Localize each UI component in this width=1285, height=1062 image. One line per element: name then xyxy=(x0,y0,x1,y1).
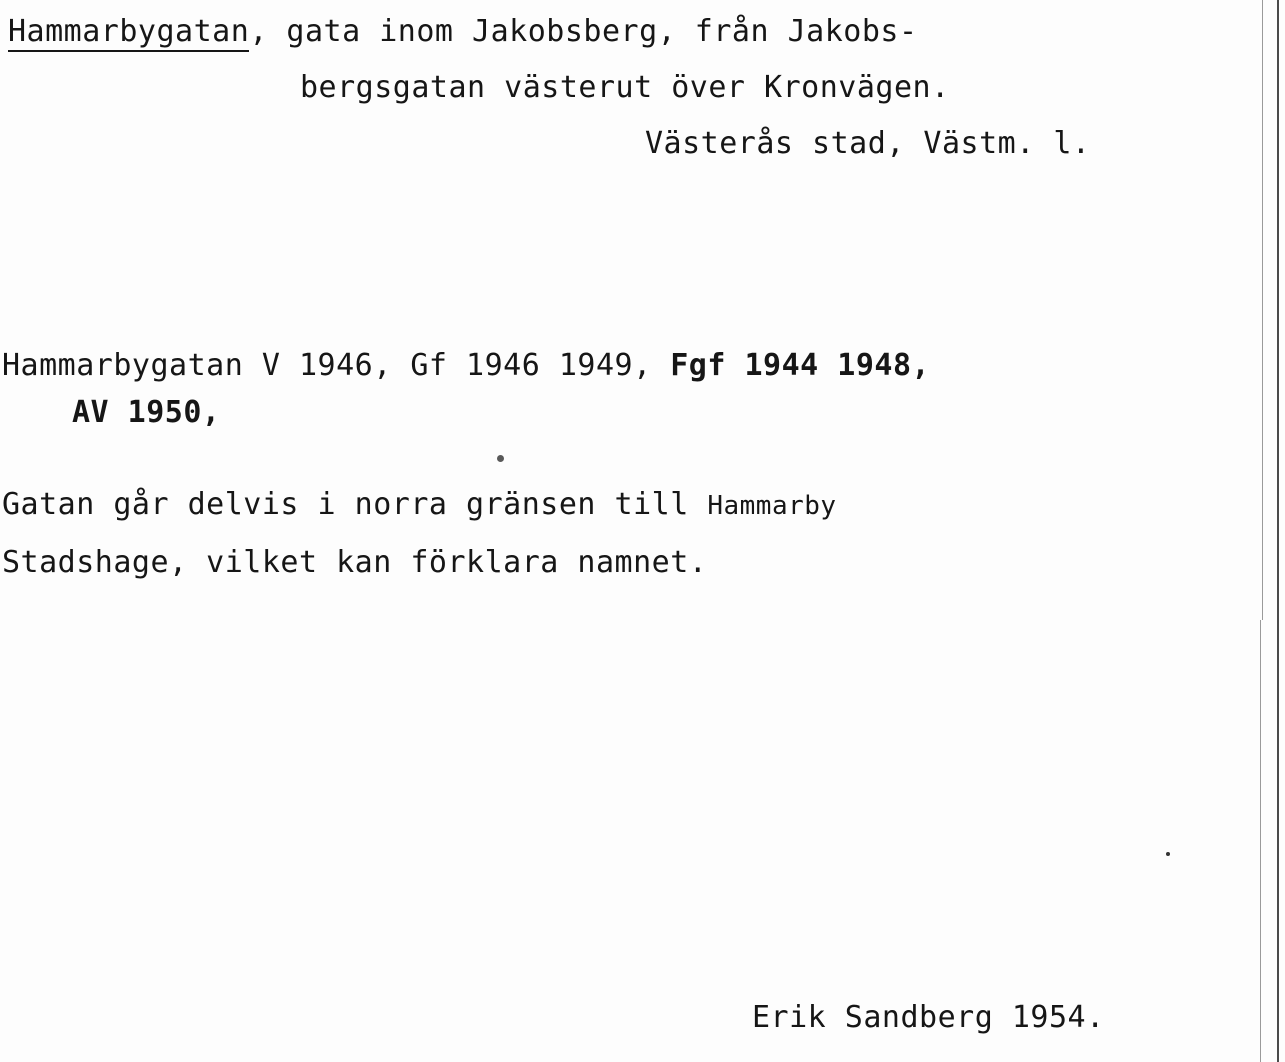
heading-line-3-location: Västerås stad, Västm. l. xyxy=(645,126,1091,161)
heading-line-2: bergsgatan västerut över Kronvägen. xyxy=(300,70,950,105)
signature: Erik Sandberg 1954. xyxy=(752,1000,1105,1035)
references-line-1 xyxy=(2,348,930,383)
scan-edge-line-inner-top xyxy=(1262,0,1263,620)
headword: Hammarbygatan xyxy=(8,14,249,52)
references-line-1-bold: Fgf 1944 1948, xyxy=(670,348,931,383)
body-line-1 xyxy=(2,487,837,522)
references-line-2: AV 1950, xyxy=(72,395,221,430)
references-line-1-plain: Hammarbygatan V 1946, Gf 1946 1949, xyxy=(2,348,671,383)
scan-edge-line-inner-bottom xyxy=(1260,620,1261,1062)
ink-speck xyxy=(497,455,504,462)
heading-line-1-rest: , gata inom Jakobsberg, från Jakobs- xyxy=(249,14,918,49)
heading-line-1 xyxy=(8,14,918,49)
stray-dot-mark xyxy=(1166,852,1170,856)
scan-edge-line-outer xyxy=(1277,0,1279,1062)
body-line-2: Stadshage, vilket kan förklara namnet. xyxy=(2,545,708,580)
body-line-1-start: Gatan går delvis i norra gränsen till xyxy=(2,487,708,522)
body-line-1-end: Hammarby xyxy=(707,491,837,521)
